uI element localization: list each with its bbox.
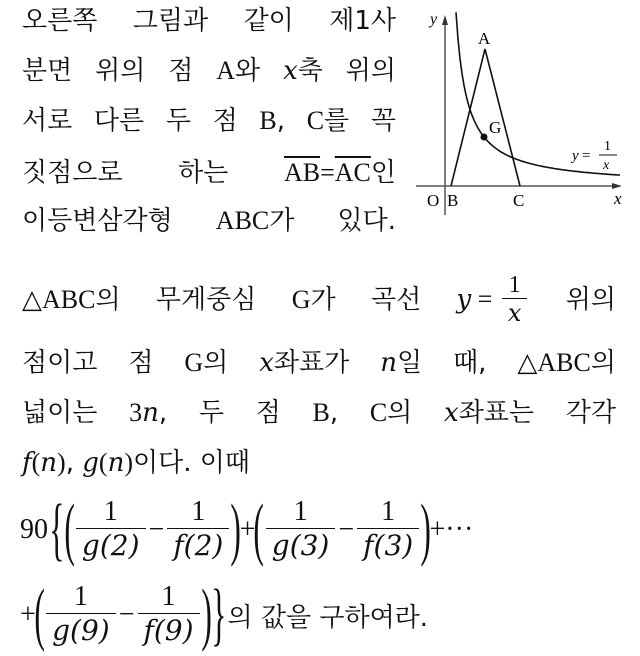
paren-open: ( (64, 491, 75, 568)
denominator: x (502, 298, 528, 328)
text: 의 (590, 348, 616, 378)
math-text: △ABC (517, 348, 591, 377)
text: 하는 (178, 158, 229, 188)
question-ending: 의 값을 구하여라. (227, 602, 429, 633)
math-text: ABC (215, 206, 270, 235)
text: 때, (453, 348, 487, 378)
text: 좌표가 (273, 348, 350, 378)
text: 같이 (243, 6, 294, 36)
numerator: 1 (381, 496, 396, 528)
math-var: n (380, 348, 397, 378)
paren-close: ) (420, 491, 432, 568)
text: 서로 (22, 106, 73, 136)
numerator: 1 (191, 496, 206, 528)
plus: + (239, 514, 256, 545)
label-a: A (478, 29, 491, 48)
text: 의 (387, 398, 413, 428)
fraction (167, 497, 229, 562)
text: , (65, 448, 83, 478)
curve-label-num: 1 (604, 139, 611, 154)
math-text: ) (57, 448, 66, 477)
text: 위의 (565, 284, 616, 315)
paren-close: ) (200, 576, 212, 653)
text: 두 (198, 398, 224, 428)
text: 점이고 (22, 348, 98, 378)
label-g: G (489, 118, 502, 137)
numerator: 1 (293, 496, 308, 528)
text: 점 (212, 106, 238, 136)
math-text: ) (124, 448, 133, 477)
numerator: 1 (73, 581, 88, 613)
text: 좌표는 (458, 398, 535, 428)
text: 분면 (22, 56, 73, 86)
math-var: x (259, 348, 274, 378)
paren-close: ) (230, 491, 242, 568)
denominator: f(2) (167, 528, 229, 563)
math-text: G (291, 284, 311, 314)
curve-label-eq: = (582, 148, 591, 164)
math-text: G (184, 348, 204, 377)
text: 있다. (337, 206, 396, 236)
denominator: g(2) (76, 528, 146, 563)
fraction (266, 497, 336, 562)
plus: + (20, 599, 36, 630)
text: 점 (128, 348, 154, 378)
math-var: f (22, 448, 32, 478)
text: , (329, 398, 339, 428)
math-text: B (312, 398, 330, 427)
text: 의 (95, 284, 121, 315)
right-brace: } (211, 576, 227, 653)
left-brace: { (49, 491, 65, 568)
math-var: x (444, 398, 459, 428)
text: 위의 (345, 56, 396, 86)
y-axis-arrow-icon (442, 15, 448, 25)
text: 제1사 (329, 6, 396, 36)
math-text: A (216, 56, 236, 85)
text: 짓점으로 (22, 158, 123, 188)
numerator: 1 (161, 581, 176, 613)
label-o: O (427, 191, 440, 210)
math-text: B (259, 106, 277, 135)
text: 위의 (95, 56, 146, 86)
math-var: n (107, 448, 125, 478)
label-b: B (447, 191, 459, 210)
paren-open: ( (34, 576, 45, 653)
text: 무게중심 (155, 284, 257, 315)
denominator: f(3) (357, 528, 419, 563)
denominator: g(3) (266, 528, 336, 563)
label-y-axis: y (430, 11, 438, 28)
math-var: x (283, 56, 298, 86)
text: , (158, 398, 168, 428)
text: 그림과 (132, 6, 209, 36)
math-text: = (320, 158, 335, 187)
math-var: n (142, 398, 159, 428)
text: 이다. 이때 (133, 448, 250, 478)
text: 가 (269, 206, 295, 236)
text: 점 (255, 398, 281, 428)
minus: − (118, 599, 135, 630)
curve-label-den: x (603, 158, 610, 173)
paren-open: ( (253, 491, 265, 568)
point-g (481, 134, 488, 141)
math-text: C (306, 106, 325, 135)
math-text: ( (98, 448, 108, 477)
curve-label-y: y (572, 148, 579, 164)
text: 일 (396, 348, 423, 378)
fraction (138, 582, 200, 647)
fraction (76, 497, 146, 562)
numerator: 1 (508, 272, 521, 298)
text: , (276, 106, 286, 136)
coefficient: 90 (20, 514, 48, 545)
text: 의 (203, 348, 229, 378)
text: 오른쪽 (22, 6, 98, 36)
label-x-axis: x (614, 189, 622, 208)
math-text: △ABC (22, 284, 96, 314)
text: 점 (168, 56, 194, 86)
text: 넓이는 (22, 398, 98, 428)
text: 축 (297, 56, 323, 86)
formula-line-2 (20, 576, 429, 653)
text: 다른 (93, 106, 145, 136)
minus: − (148, 514, 165, 545)
math-text: 3 (129, 398, 143, 427)
math-var: y (456, 284, 472, 315)
text: 두 (165, 106, 191, 136)
denominator: g(9) (46, 613, 116, 648)
text: 꼭 (370, 106, 396, 136)
text: 와 (235, 56, 261, 86)
text: 인 (370, 158, 396, 188)
numerator: 1 (103, 496, 118, 528)
text: 가 (310, 284, 336, 315)
text: 각각 (565, 398, 616, 428)
minus: − (338, 514, 355, 545)
math-text: ( (31, 448, 41, 477)
math-text: C (369, 398, 388, 427)
fraction (357, 497, 419, 562)
denominator: f(9) (138, 613, 200, 648)
label-c: C (513, 191, 525, 210)
math-var: g (82, 448, 99, 478)
formula-line-1 (20, 491, 474, 568)
math-var: n (40, 448, 58, 478)
math-text: = (471, 284, 499, 314)
text: 곡선 (370, 284, 422, 315)
text: 를 (324, 106, 350, 136)
segment: $\overline{AB}$ (283, 158, 321, 187)
segment: $\overline{AC}$ (334, 158, 371, 187)
fraction (46, 582, 116, 647)
ellipsis: +··· (429, 514, 474, 545)
text: 이등변삼각형 (22, 206, 173, 236)
